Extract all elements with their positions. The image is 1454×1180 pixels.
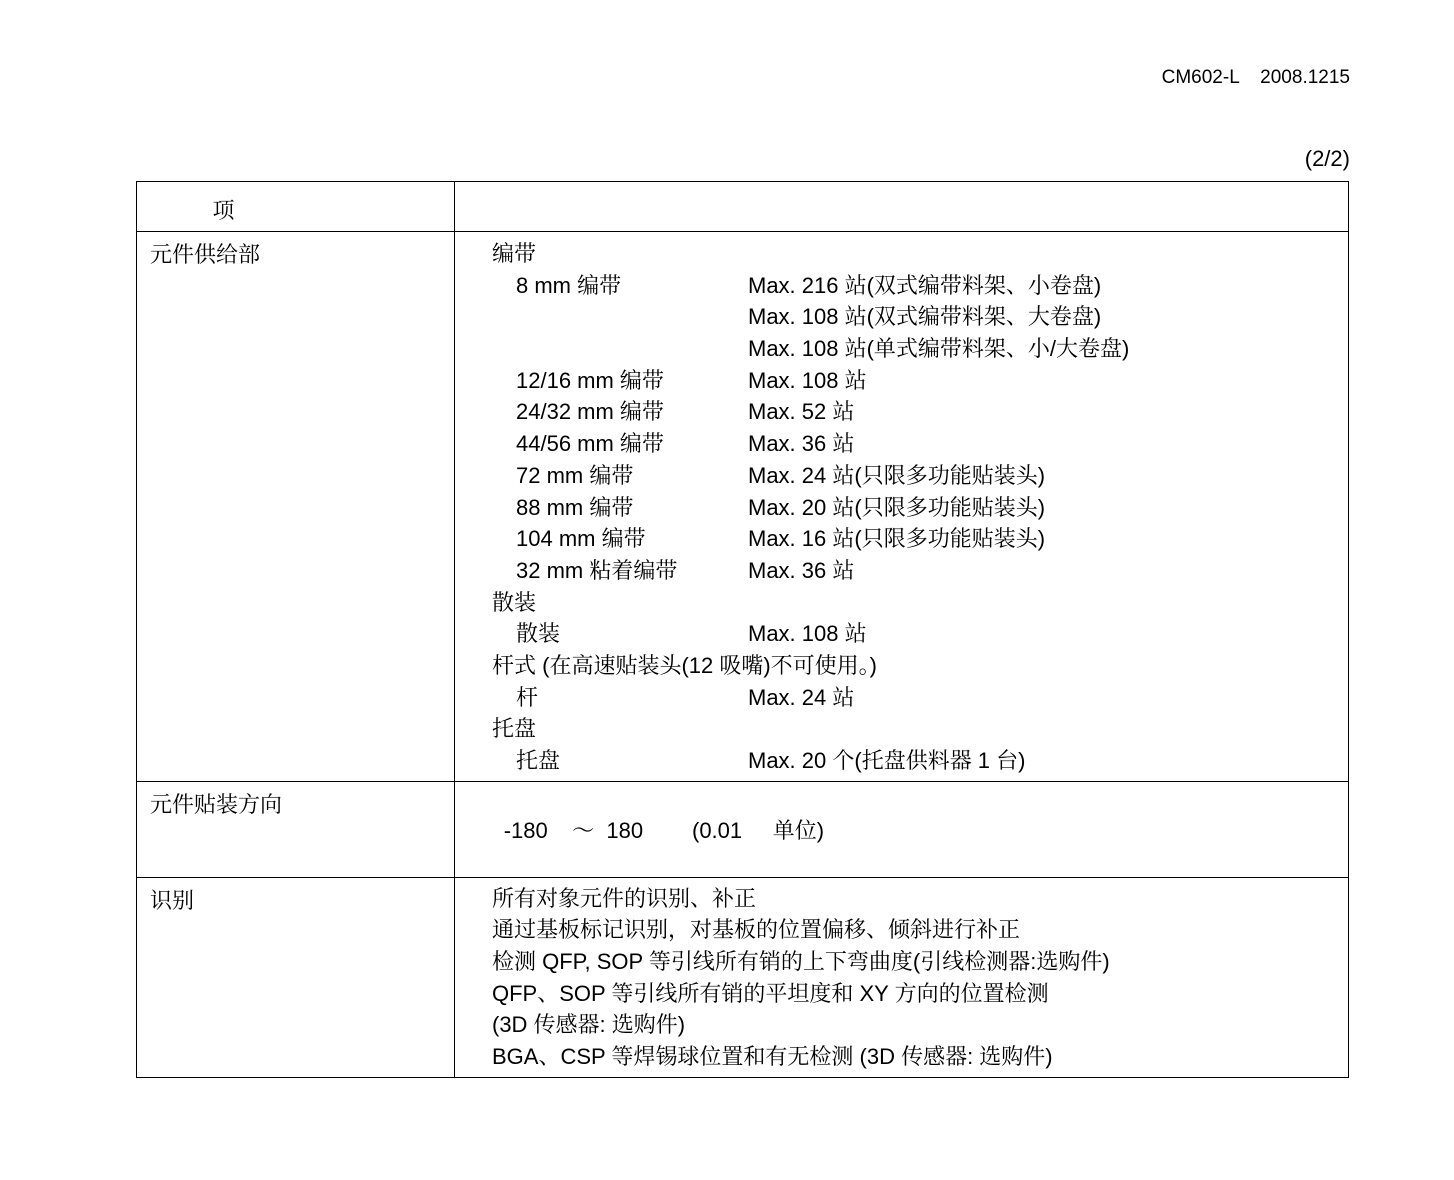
recognition-line: 检测 QFP, SOP 等引线所有销的上下弯曲度(引线检测器:选购件)	[492, 949, 1110, 975]
recognition-label-cell	[137, 877, 455, 1077]
feeder-content-cell	[455, 232, 1349, 782]
recognition-line: 所有对象元件的识别、补正	[492, 885, 757, 911]
bulk-title: 散装	[492, 589, 537, 615]
header-item-label: 项	[212, 198, 235, 223]
tray-capacity: Max. 20 个(托盘供料器 1 台)	[748, 748, 1026, 773]
recognition-row	[137, 877, 1349, 1077]
tape-size: 104 mm 编带	[516, 526, 646, 552]
tape-size: 44/56 mm 编带	[516, 431, 664, 457]
tape-row	[492, 428, 1348, 460]
tape-row	[492, 523, 1348, 555]
tray-type: 托盘	[516, 748, 561, 773]
tape-size: 24/32 mm 编带	[516, 399, 664, 425]
tape-size: 12/16 mm 编带	[516, 367, 664, 393]
tape-size: 8 mm 编带	[516, 272, 622, 298]
tape-row	[492, 460, 1348, 492]
recognition-line: (3D 传感器: 选购件)	[492, 1012, 686, 1038]
recognition-line: 通过基板标记识别，对基板的位置偏移、倾斜进行补正	[492, 917, 1021, 943]
tape-capacity: Max. 108 站	[748, 367, 867, 393]
tape-size: 88 mm 编带	[516, 494, 634, 520]
tray-row	[492, 745, 1348, 777]
tape-capacity: Max. 52 站	[748, 399, 855, 425]
tape-size: 32 mm 粘着编带	[516, 557, 678, 583]
stick-row	[492, 682, 1348, 714]
tape-row	[492, 333, 1348, 365]
tape-row	[492, 396, 1348, 428]
stick-type: 杆	[516, 684, 539, 710]
header-spec-cell	[455, 182, 1349, 232]
tape-row	[492, 492, 1348, 524]
tape-capacity: Max. 216 站(双式编带料架、小卷盘)	[748, 272, 1102, 298]
tape-capacity: Max. 36 站	[748, 557, 855, 583]
direction-label: 元件贴装方向	[150, 791, 283, 817]
feeder-label: 元件供给部	[150, 242, 261, 267]
direction-value-cell	[455, 781, 1349, 877]
tape-row	[492, 365, 1348, 397]
bulk-capacity: Max. 108 站	[748, 621, 867, 647]
table-header-row	[137, 182, 1349, 232]
recognition-line: BGA、CSP 等焊锡球位置和有无检测 (3D 传感器: 选购件)	[492, 1044, 1053, 1070]
recognition-content-cell	[455, 877, 1349, 1077]
tape-row	[492, 270, 1348, 302]
tape-capacity: Max. 108 站(单式编带料架、小/大卷盘)	[748, 336, 1130, 362]
tape-capacity: Max. 36 站	[748, 431, 855, 457]
tape-capacity: Max. 20 站(只限多功能贴装头)	[748, 494, 1046, 520]
tape-size: 72 mm 编带	[516, 462, 634, 488]
recognition-label: 识别	[150, 887, 195, 913]
feeder-row	[137, 232, 1349, 782]
spec-table	[136, 181, 1349, 1078]
stick-title: 杆式 (在高速贴装头(12 吸嘴)不可使用。)	[492, 652, 878, 678]
header-item-cell	[137, 182, 455, 232]
tray-title: 托盘	[492, 716, 537, 742]
tape-capacity: Max. 24 站(只限多功能贴装头)	[748, 462, 1046, 488]
bulk-type: 散装	[516, 621, 561, 647]
direction-value: -180 ～ 180 (0.01 单位)	[503, 817, 825, 843]
page-number: (2/2)	[1304, 146, 1350, 171]
document-id: CM602-L 2008.1215	[1161, 67, 1350, 88]
tape-capacity: Max. 16 站(只限多功能贴装头)	[748, 526, 1046, 552]
tape-capacity: Max. 108 站(双式编带料架、大卷盘)	[748, 304, 1102, 330]
tape-row	[492, 301, 1348, 333]
stick-capacity: Max. 24 站	[748, 684, 855, 710]
tape-title: 编带	[492, 241, 537, 266]
direction-label-cell	[137, 781, 455, 877]
bulk-row	[492, 618, 1348, 650]
direction-row	[137, 781, 1349, 877]
feeder-label-cell	[137, 232, 455, 782]
recognition-line: QFP、SOP 等引线所有销的平坦度和 XY 方向的位置检测	[492, 980, 1049, 1006]
tape-row	[492, 555, 1348, 587]
